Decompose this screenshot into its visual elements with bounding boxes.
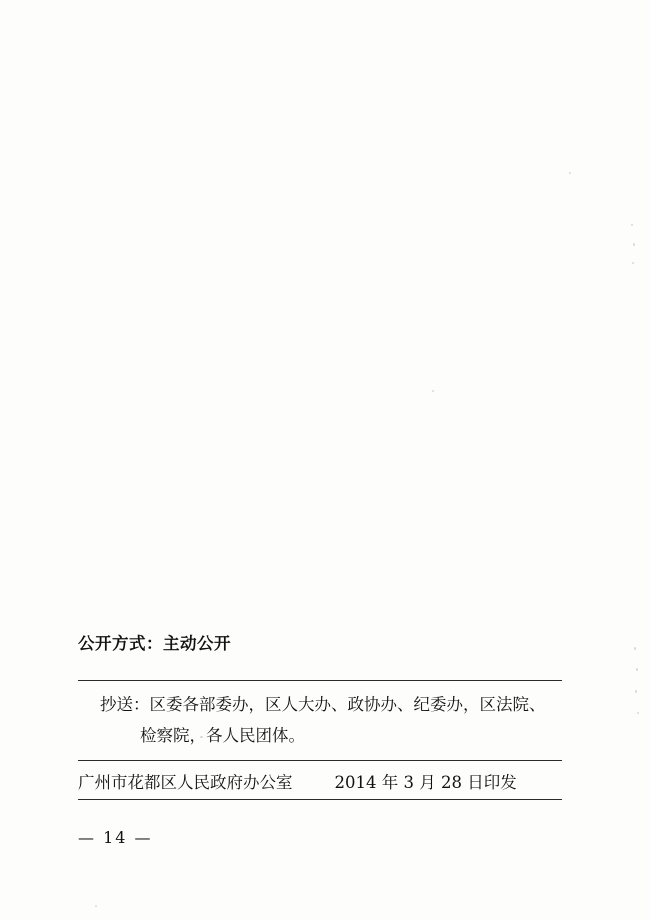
copy-to-line-1: 抄送：区委各部委办，区人大办、政协办、纪委办，区法院、 xyxy=(100,695,546,714)
scan-speckle xyxy=(95,905,97,907)
document-footer-block xyxy=(78,630,578,800)
scan-speckle xyxy=(569,172,571,174)
issue-date: 2014 年 3 月 28 日印发 xyxy=(334,773,517,793)
page-number: — 14 — xyxy=(78,828,153,847)
scan-speckle xyxy=(632,262,634,264)
scan-speckle xyxy=(637,712,639,714)
scan-speckle xyxy=(633,243,635,246)
copy-to-line-2: 检察院，各人民团体。 xyxy=(140,725,305,745)
scan-speckle xyxy=(636,668,638,671)
issuer-name: 广州市花都区人民政府办公室 xyxy=(78,773,293,793)
scan-speckle xyxy=(634,647,636,650)
copy-to-block xyxy=(78,681,578,760)
scan-speckle xyxy=(635,690,637,693)
divider-bottom xyxy=(78,799,562,800)
issuer-block xyxy=(78,761,578,799)
scan-speckle xyxy=(631,224,633,226)
scan-speckle xyxy=(432,390,434,392)
disclosure-method-line: 公开方式：主动公开 xyxy=(78,634,231,653)
